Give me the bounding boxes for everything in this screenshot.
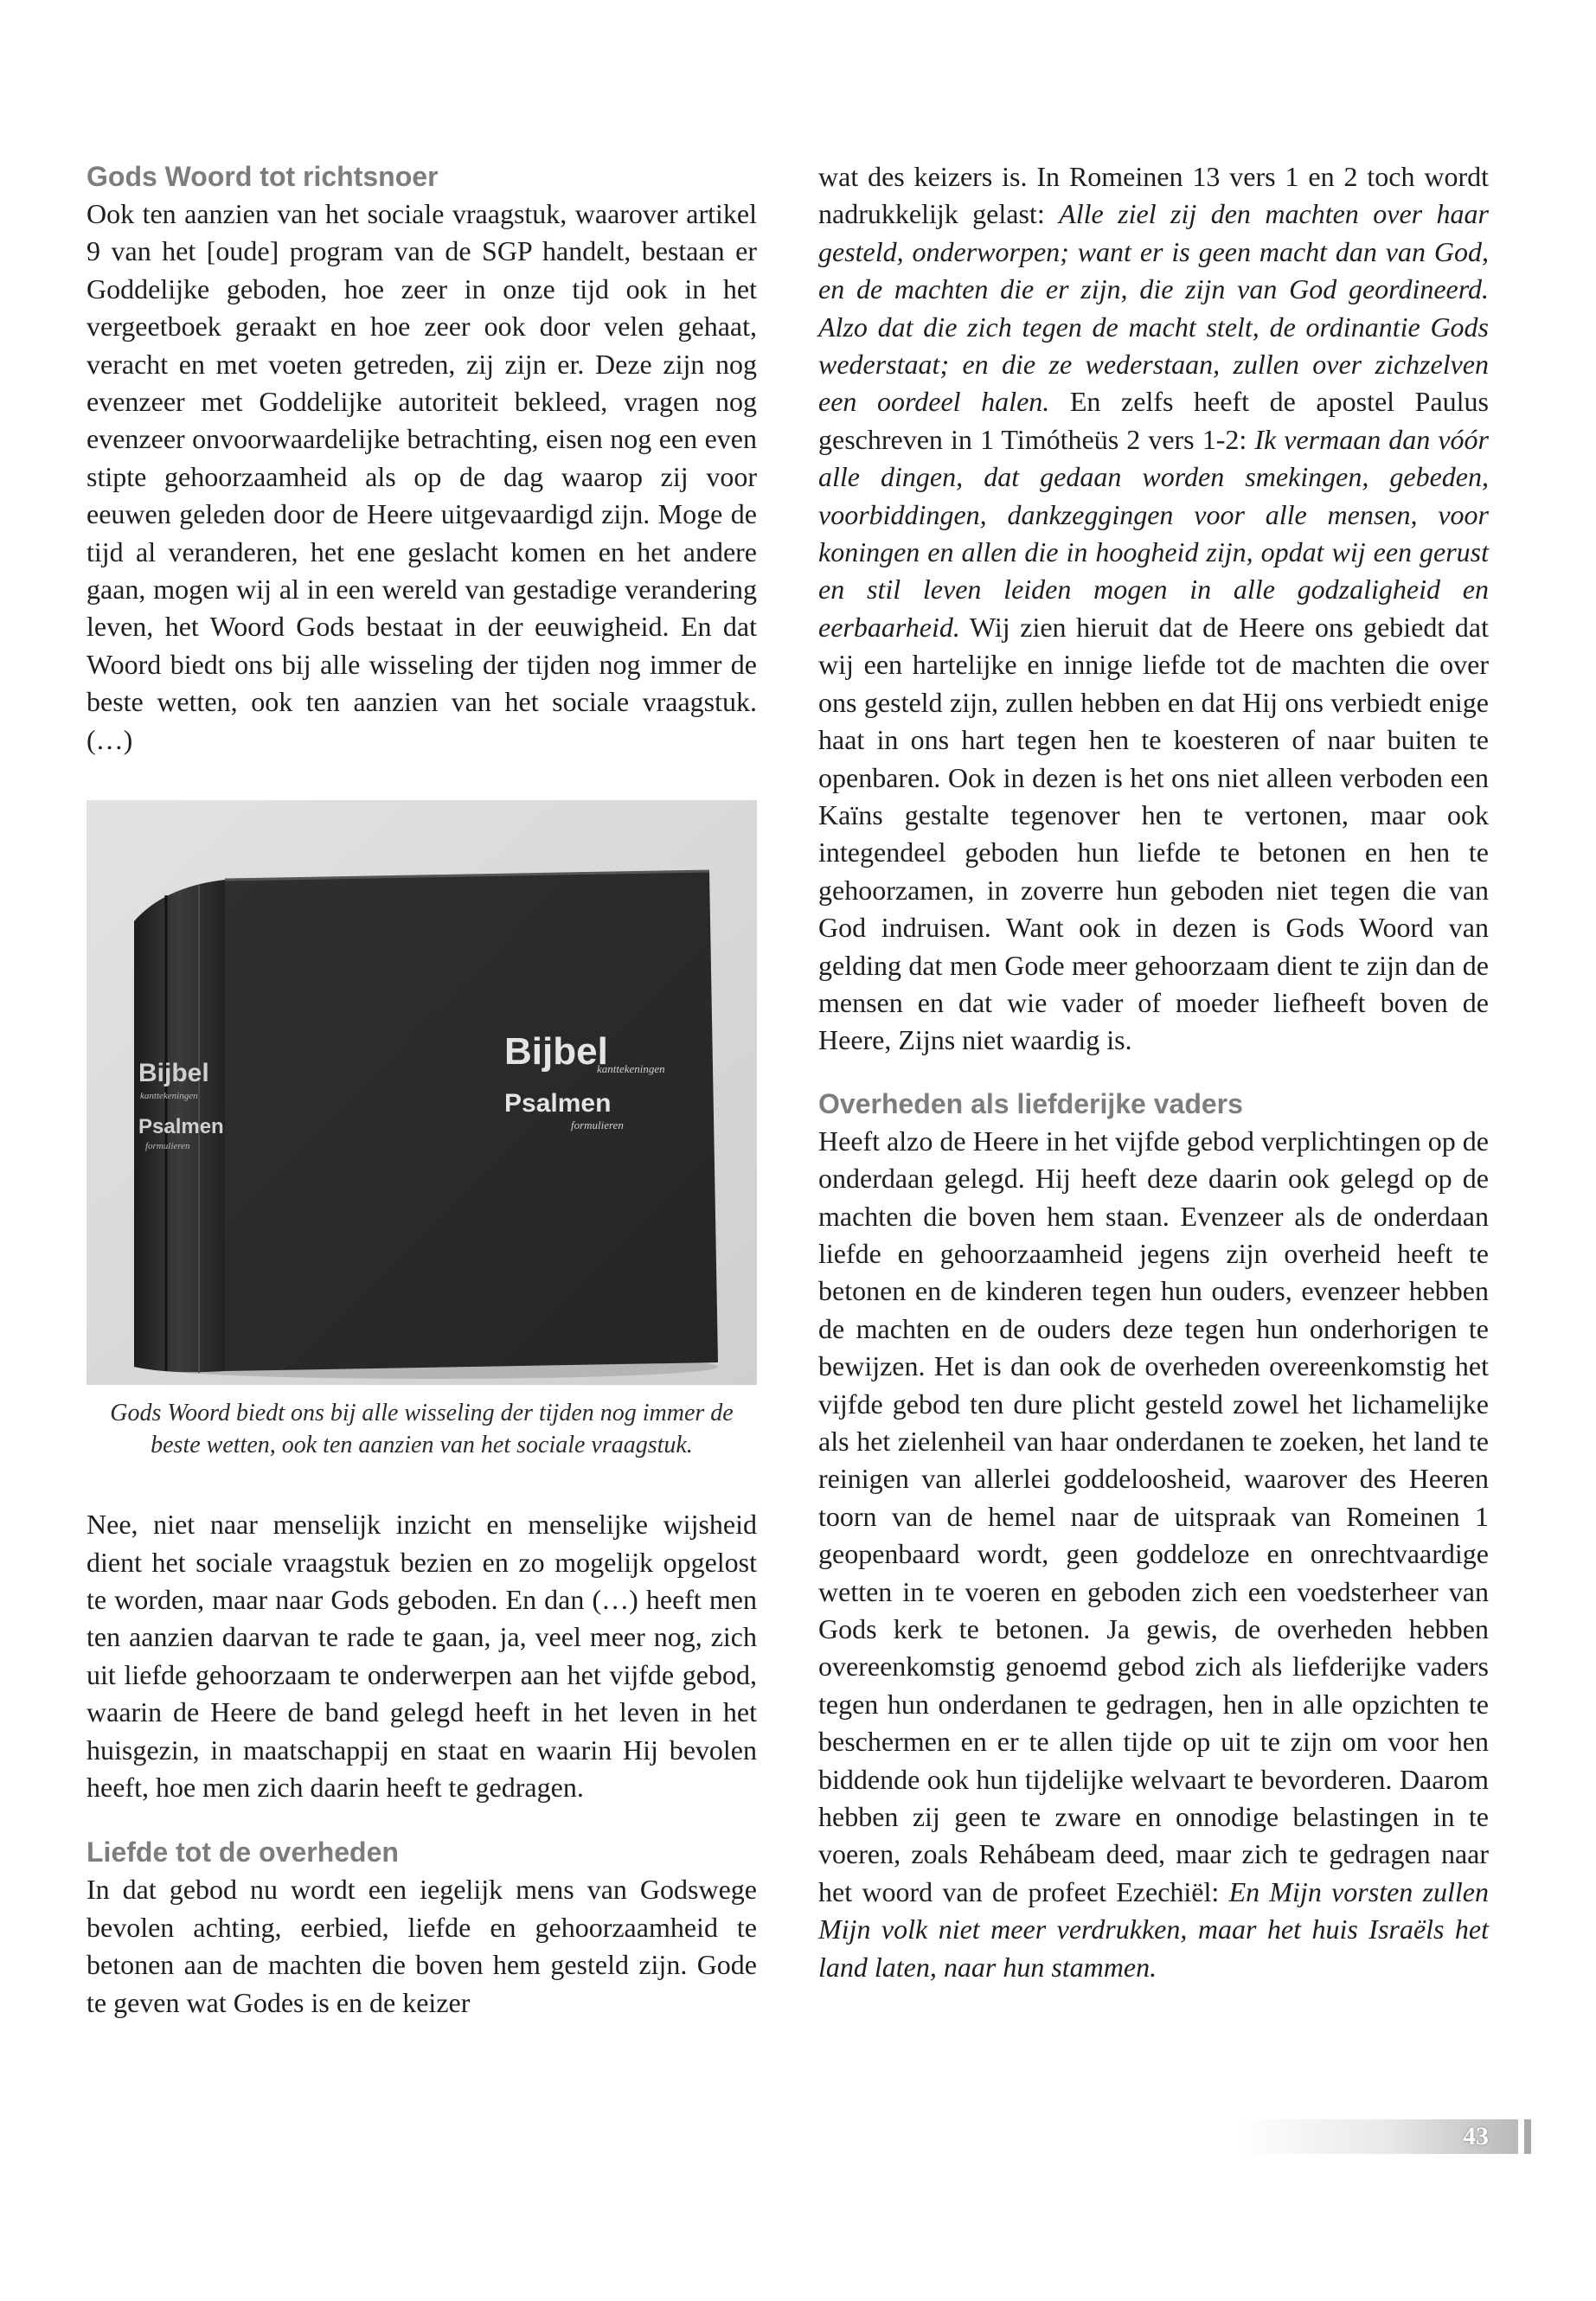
spine-subtitle-formulieren: formulieren: [145, 1141, 190, 1152]
quote-timotheus-2: Ik vermaan dan vóór alle dingen, dat gedaan worden smekingen, gebeden, voorbiddingen, dankzeggingen voor alle mensen, voor koningen en allen die in hoogheid zijn, opdat wij een gerust en stil leven leiden mogen in alle godzaligheid en eerbaarheid.: [818, 423, 1490, 643]
text-vijfde-gebod: Heeft alzo de Heere in het vijfde gebod verplichtingen op de onderdaan gelegd. Hij heeft deze daarin ook gelegd op de machten die boven hem staan. Evenzeer als de onderdaan liefde en gehoorzaamheid jegens zijn overheid heeft te betonen en de kinderen tegen hun ouders, evenzeer hebben de machten en de ouders deze tegen hun onderhorigen te bewijzen. Het is dan ook de overheden overeenkomstig het vijfde gebod ten dure plicht gesteld zowel het lichamelijke als het zielenheil van haar onderdanen te zoeken, het land te reinigen van allerlei goddeloosheid, waarover des Heeren toorn van de hemel naar de uitspraak van Romeinen 1 geopenbaard wordt, geen goddeloze en onrechtvaardige wetten in te voeren en geboden zich een voedsterheer van Gods kerk te betonen. Ja gewis, de overheden hebben overeenkomstig genoemd gebod zich als liefderijke vaders tegen hun onderdanen te gedragen, hen in alle opzichten te beschermen en er te allen tijde op uit te zijn om voor hen biddende ook hun tijdelijke welvaart te bevorderen. Daarom hebben zij geen te zware en onnodige belastingen in te voeren, zoals Rehábeam deed, maar zich te gedragen naar het woord van de profeet Ezechiël:: [818, 1125, 1489, 1907]
paragraph-gebod: In dat gebod nu wordt een iegelijk mens van Godswege bevolen achting, eerbied, liefde en gehoorzaamheid te betonen aan de machten die boven hem gesteld zijn. Gode te geven wat Godes is en de keizer: [87, 1874, 757, 2018]
spine-title: Bijbel: [138, 1059, 209, 1088]
paragraph-intro: Ook ten aanzien van het sociale vraagstuk, waarover artikel 9 van het [oude] program van de SGP handelt, bestaan er Goddelijke geboden, hoe zeer in onze tijd ook in het vergeetboek geraakt en hoe zeer ook door velen gehaat, veracht en met voeten getreden, zij zijn er. Deze zijn nog evenzeer met Goddelijke autoriteit bekleed, vragen nog evenzeer onvoorwaardelijke betrachting, eisen nog een even stipte gehoorzaamheid als op de dag waarop zij voor eeuwen geleden door de Heere uitgevaardigd zijn. Moge de tijd al veranderen, het ene geslacht komen en het andere gaan, mogen wij al in een wereld van gestadige verandering leven, het Woord Gods bestaat in der eeuwigheid. En dat Woord biedt ons bij alle wisseling der tijden nog immer de beste wetten, ook ten aanzien van het sociale vraagstuk. (…): [87, 198, 757, 755]
section-heading-liefde: Liefde tot de overheden: [87, 1836, 399, 1868]
section-heading-overheden: Overheden als liefderijke vaders: [818, 1087, 1243, 1119]
spine-subtitle: kanttekeningen: [140, 1091, 198, 1102]
text-romeinen-intro: wat des keizers is. In Romeinen 13 vers 1 en 2 toch wordt nadrukkelijk gelast:: [818, 161, 1489, 230]
paragraph-vijfde-gebod: [818, 1123, 1489, 1986]
text-liefde-machten: Wij zien hieruit dat de Heere ons gebiedt dat wij een hartelijke en innige liefde tot de machten die over ons gesteld zijn, zullen hebben en dat Hij ons verbiedt enige haat in ons hart tegen hen te koesteren of naar buiten te openbaren. Ook in dezen is het ons niet alleen verboden een Kaïns gestalte tegenover hen te vertonen, maar ook integendeel geboden hun liefde te betonen en hen te gehoorzamen, in zoverre hun geboden niet tegen die van God indruisen. Want ook in dezen is Gods Woord van gelding dat men Gode meer gehoorzaam dient te zijn dan de mensen en dat wie vader of moeder liefheeft boven de Heere, Zijns niet waardig is.: [818, 611, 1489, 1056]
bible-illustration: [87, 800, 757, 1385]
cover-subtitle-formulieren: formulieren: [571, 1118, 624, 1132]
left-column: [87, 158, 757, 2022]
cover-title: Bijbel: [504, 1030, 608, 1074]
page-number-tick: [1524, 2119, 1531, 2154]
quote-ezechiel: En Mijn vorsten zullen Mijn volk niet meer verdrukken, maar het huis Israëls het land laten, naar hun stammen.: [818, 1875, 1490, 1983]
right-column: [818, 158, 1489, 1986]
cover-title-psalmen: Psalmen: [504, 1089, 612, 1118]
quote-romeinen-13: Alle ziel zij den machten over haar gesteld, onderworpen; want er is geen macht dan van God, en de machten die er zijn, die zijn van God geordineerd. Alzo dat die zich tegen de macht stelt, de ordinantie Gods wederstaat; en die ze wederstaan, zullen over zichzelven een oordeel halen.: [818, 198, 1490, 418]
paragraph-romeinen: [818, 158, 1489, 1060]
text-timotheus-intro: En zelfs heeft de apostel Paulus geschreven in 1 Timótheüs 2 vers 1-2:: [818, 386, 1490, 455]
figure-caption: Gods Woord biedt ons bij alle wisseling der tijden nog immer de beste wetten, ook ten aanzien van het sociale vraagstuk.: [110, 1400, 734, 1459]
spine-title-psalmen: Psalmen: [138, 1115, 224, 1139]
cover-subtitle: kanttekeningen: [597, 1062, 665, 1076]
section-heading-gods-woord: Gods Woord tot richtsnoer: [87, 161, 439, 192]
paragraph-menselijk-inzicht: Nee, niet naar menselijk inzicht en menselijke wijsheid dient het sociale vraagstuk bezien en zo mogelijk opgelost te worden, maar naar Gods geboden. En dan (…) heeft men ten aanzien daarvan te rade te gaan, ja, veel meer nog, zich uit liefde gehoorzaam te onderwerpen aan het vijfde gebod, waarin de Heere de band gelegd heeft in het leven in het huisgezin, in maatschappij en staat en waarin Hij bevolen heeft, hoe men zich daarin heeft te gedragen.: [87, 1509, 757, 1803]
page-number: 43: [1463, 2122, 1489, 2150]
bible-photo: [87, 800, 757, 1385]
